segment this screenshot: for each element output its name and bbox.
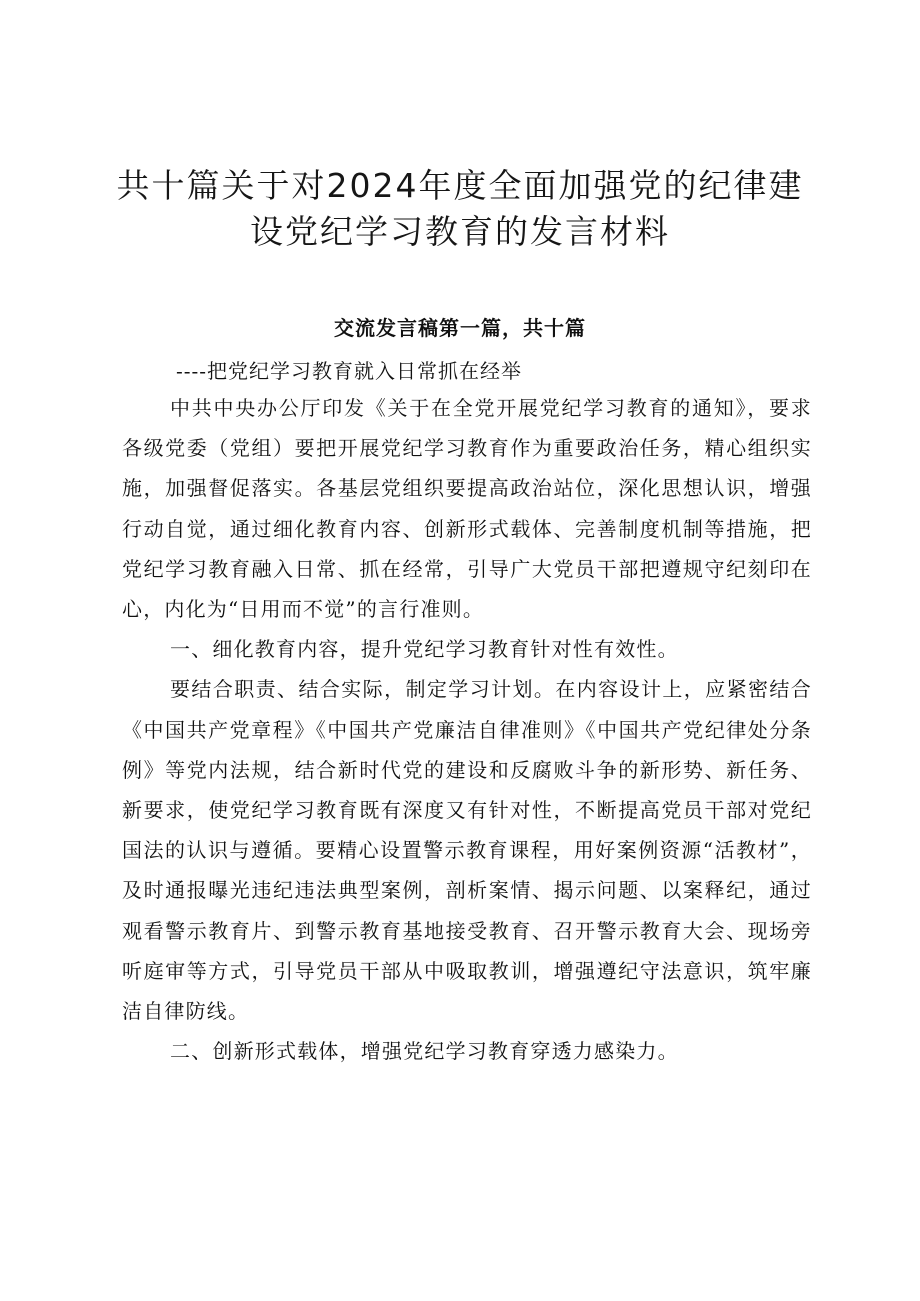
document-subtitle: 交流发言稿第一篇，共十篇 xyxy=(334,316,586,340)
paragraph-section-1: 要结合职责、结合实际，制定学习计划。在内容设计上，应紧密结合《中国共产党章程》《中国共产党廉洁自律准则》《中国共产党纪律处分条例》等党内法规，结合新时代党的建设和反腐败斗争的新形势、新任务、新要求，使党纪学习教育既有深度又有针对性，不断提高党员干部对党纪国法的认识与遵循。要精心设置警示教育课程，用好案例资源“活教材”，及时通报曝光违纪违法典型案例，剖析案情、揭示问题、以案释纪，通过观看警示教育片、到警示教育基地接受教育、召开警示教育大会、现场旁听庭审等方式，引导党员干部从中吸取教训，增强遵纪守法意识，筑牢廉洁自律防线。 xyxy=(122,677,812,1024)
document-body xyxy=(122,388,812,1071)
title-line-1: 共十篇关于对2024年度全面加强党的纪律建 xyxy=(116,166,804,205)
title-line-2: 设党纪学习教育的发言材料 xyxy=(250,212,670,251)
section-heading-2: 二、创新形式载体，增强党纪学习教育穿透力感染力。 xyxy=(170,1039,679,1064)
paragraph-intro: 中共中央办公厅印发《关于在全党开展党纪学习教育的通知》，要求各级党委（党组）要把开展党纪学习教育作为重要政治任务，精心组织实施，加强督促落实。各基层党组织要提高政治站位，深化思想认识，增强行动自觉，通过细化教育内容、创新形式载体、完善制度机制等措施，把党纪学习教育融入日常、抓在经常，引导广大党员干部把遵规守纪刻印在心，内化为“日用而不觉”的言行准则。 xyxy=(122,396,812,622)
lead-line: ----把党纪学习教育就入日常抓在经举 xyxy=(176,359,523,383)
document-title xyxy=(100,163,820,255)
section-heading-1: 一、细化教育内容，提升党纪学习教育针对性有效性。 xyxy=(170,637,679,662)
